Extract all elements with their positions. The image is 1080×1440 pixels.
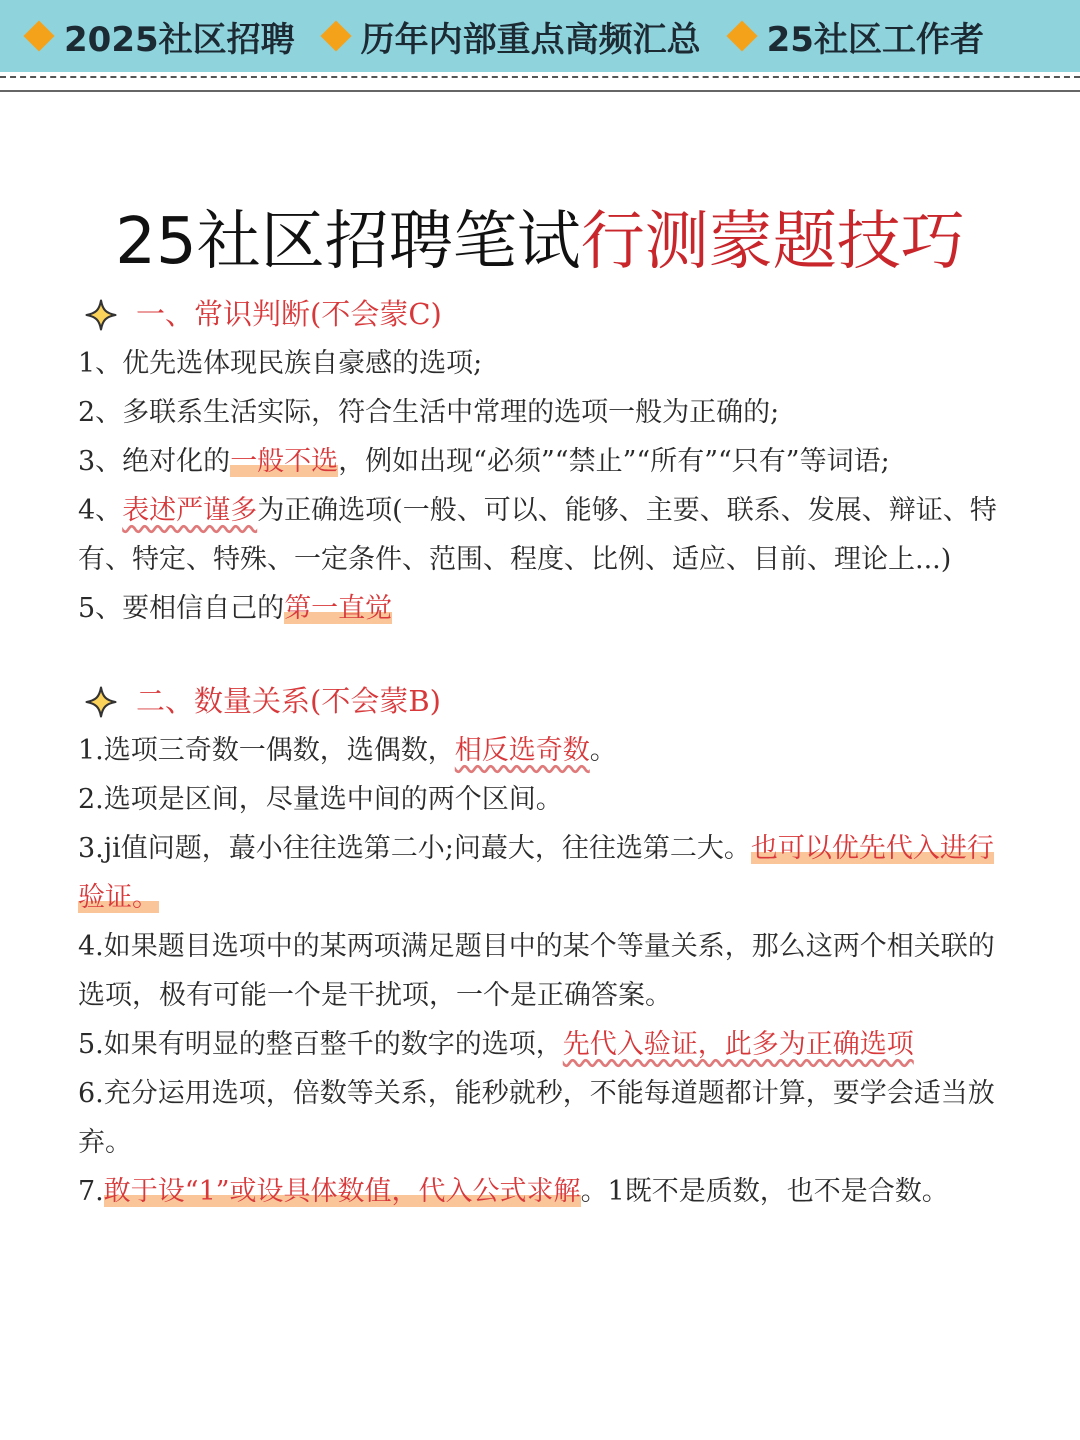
underlined-text: 表述严谨多: [122, 495, 258, 526]
underlined-text: 先代入验证，此多为正确选项: [562, 1029, 914, 1060]
list-item: 4、表述严谨多为正确选项(一般、可以、能够、主要、联系、发展、辩证、特有、特定、特殊、一定条件、范围、程度、比例、适应、目前、理论上...): [78, 495, 997, 575]
highlight-text: 一般不选: [230, 446, 339, 477]
sparkle-icon: [84, 298, 118, 332]
section-heading-text: 二、数量关系(不会蒙B): [136, 684, 441, 718]
highlight-text: 也可以优先代入进行验证。: [78, 833, 994, 913]
diamond-icon: [726, 20, 757, 51]
highlight-text: 第一直觉: [284, 593, 393, 624]
header-text-3: 25社区工作者: [766, 19, 984, 60]
section-heading-1: [84, 290, 1008, 339]
content-body: [78, 290, 1008, 1216]
header-segment-1: [20, 12, 295, 61]
list-item: 3.ji值问题，蕞小往往选第二小;问蕞大，往往选第二大。也可以优先代入进行验证。: [78, 833, 994, 913]
list-item: 7.敢于设“1”或设具体数值，代入公式求解。1既不是质数，也不是合数。: [78, 1176, 949, 1207]
list-item: 3、绝对化的一般不选，例如出现“必须”“禁止”“所有”“只有”等词语;: [78, 446, 890, 477]
solid-divider: [0, 90, 1080, 92]
list-item: 2.选项是区间，尽量选中间的两个区间。: [78, 784, 563, 815]
header-segment-2: [317, 12, 701, 61]
section-heading-2: [84, 677, 1008, 726]
title-part-1: 25社区招聘笔试: [115, 205, 581, 279]
diamond-icon: [23, 20, 54, 51]
list-item: 5、要相信自己的第一直觉: [78, 593, 393, 624]
page-title: [0, 190, 1080, 282]
list-item: 6.充分运用选项，倍数等关系，能秒就秒，不能每道题都计算，要学会适当放弃。: [78, 1078, 995, 1158]
dashed-divider: [0, 76, 1080, 78]
diamond-icon: [320, 20, 351, 51]
underlined-text: 相反选奇数: [454, 735, 590, 766]
header-text-1: 2025社区招聘: [64, 19, 295, 60]
list-item: 5.如果有明显的整百整千的数字的选项，先代入验证，此多为正确选项: [78, 1029, 914, 1060]
list-item: 1.选项三奇数一偶数，选偶数，相反选奇数。: [78, 735, 617, 766]
section-heading-text: 一、常识判断(不会蒙C): [136, 297, 442, 331]
list-item: 2、多联系生活实际，符合生活中常理的选项一般为正确的;: [78, 397, 780, 428]
title-part-2: 行测蒙题技巧: [580, 205, 965, 279]
header-segment-3: [723, 12, 984, 61]
list-item: 4.如果题目选项中的某两项满足题目中的某个等量关系，那么这两个相关联的选项，极有可能一个是干扰项，一个是正确答案。: [78, 931, 995, 1011]
header-text-2: 历年内部重点高频汇总: [360, 19, 701, 60]
sparkle-icon: [84, 685, 118, 719]
header-banner: [0, 0, 1080, 72]
highlight-text: 敢于设“1”或设具体数值，代入公式求解: [103, 1176, 581, 1207]
list-item: 1、优先选体现民族自豪感的选项;: [78, 348, 483, 379]
